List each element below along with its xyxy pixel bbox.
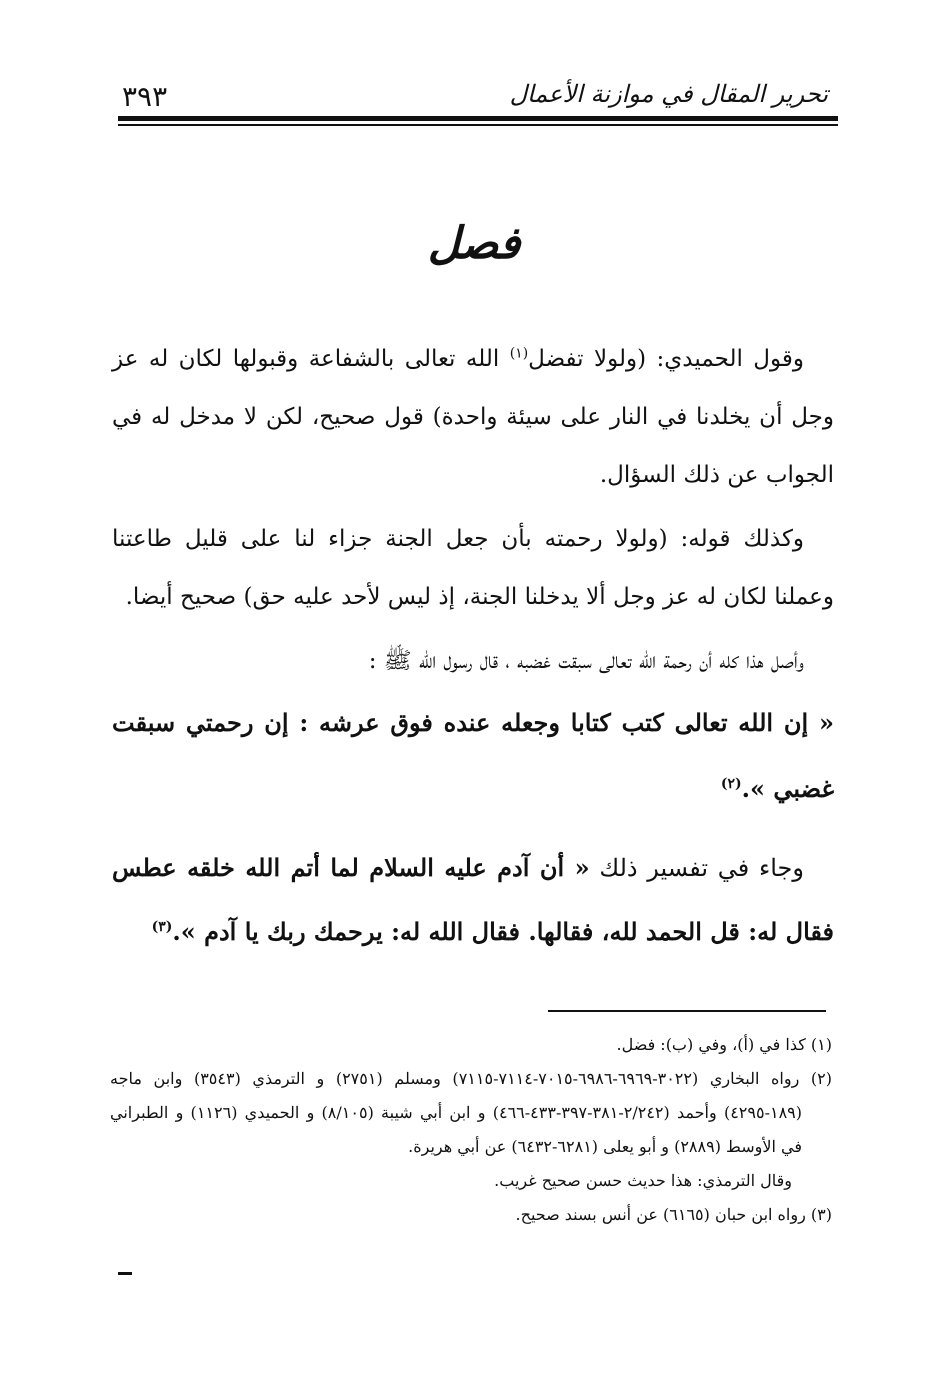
page-number: ٣٩٣ <box>122 80 168 113</box>
paragraph-1-start: وقول الحميدي: (ولولا تفضل <box>528 346 805 372</box>
paragraph-3: وأصل هذا كله أن رحمة الله تعالى سبقت غضبه ، قال رسول الله ﷺ : <box>368 648 804 674</box>
paragraph-4 <box>112 836 834 964</box>
footnote-ref-2: (٢) <box>720 776 742 792</box>
section-title: فصل <box>427 218 521 269</box>
footnote-ref-3: (٣) <box>151 919 173 935</box>
header-rule-thick <box>118 116 838 121</box>
footnote-2: (٢) رواه البخاري (٣٠٢٢-٦٩٦٩-٦٩٨٦-٧٠١٥-٧١١٤-٧١١٥) ومسلم (٢٧٥١) و الترمذي (٣٥٤٣) وابن ماجه (١٨٩-٤٢٩٥) وأحمد (٢/٢٤٢-٣٨١-٣٩٧-٤٣٣-٤٦٦) و ابن أبي شيبة (٨/١٠٥) و الحميدي (١١٢٦) و الطبراني في الأوسط (٢٨٨٩) و أبو يعلى (٦٢٨١-٦٤٣٢) عن أبي هريرة. <box>110 1069 833 1156</box>
hadith-1 <box>112 690 834 822</box>
margin-dash <box>118 1272 132 1275</box>
paragraph-1-end: الله تعالى بالشفاعة وقبولها لكان له عز وجل أن يخلدنا في النار على سيئة واحدة) قول صحيح، لكن لا مدخل له في الجواب عن ذلك السؤال. <box>112 346 834 488</box>
running-title: تحرير المقال في موازنة الأعمال <box>509 80 828 108</box>
footnote-3: (٣) رواه ابن حبان (٦١٦٥) عن أنس بسند صحيح. <box>515 1205 832 1224</box>
hadith-1-text: « إن الله تعالى كتب كتابا وجعله عنده فوق عرشه : إن رحمتي سبقت غضبي ». <box>112 708 834 803</box>
footnote-2-note: وقال الترمذي: هذا حديث حسن صحيح غريب. <box>494 1171 792 1190</box>
paragraph-2: وكذلك قوله: (ولولا رحمته بأن جعل الجنة جزاء لنا على قليل طاعتنا وعملنا لكان له عز وجل ألا يدخلنا الجنة، إذ ليس لأحد عليه حق) صحيح أيضا. <box>112 526 834 610</box>
footnote-separator <box>548 1010 826 1012</box>
footnote-ref-1: (١) <box>509 345 529 362</box>
paragraph-4-intro: وجاء في تفسير ذلك <box>589 854 804 882</box>
hadith-2-text: « أن آدم عليه السلام لما أتم الله خلقه عطس فقال له: قل الحمد لله، فقالها. فقال الله له: يرحمك ربك يا آدم ». <box>112 853 834 946</box>
footnote-1: (١) كذا في (أ)، وفي (ب): فضل. <box>616 1035 832 1054</box>
header-rule-thin <box>118 124 838 126</box>
footnotes <box>110 1028 832 1232</box>
main-text <box>112 330 834 964</box>
paragraph-1 <box>112 330 834 504</box>
